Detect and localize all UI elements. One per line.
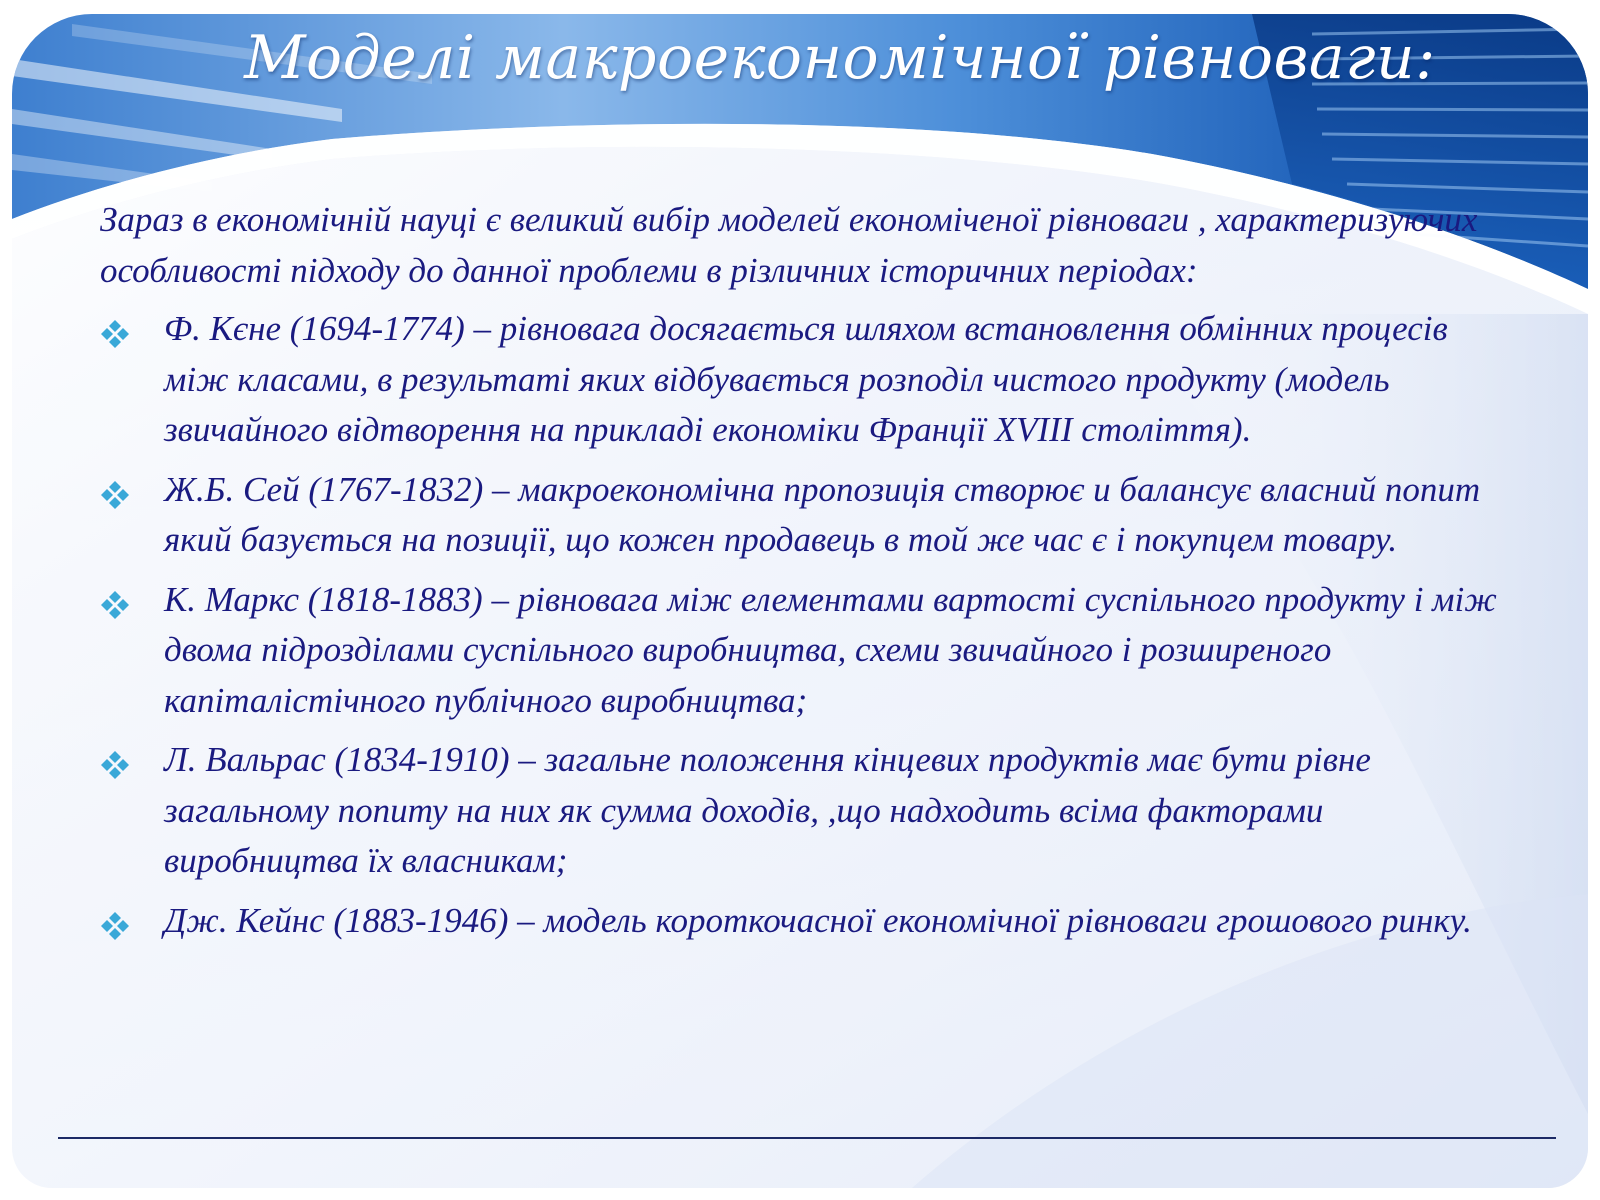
bullet-list (100, 304, 1500, 946)
slide-title: Моделі макроекономічної рівноваги: (244, 23, 1436, 93)
bullet-text-marx: К. Маркс (1818-1883) – рівновага між елементами вартості суспільного продукту і між двома підрозділами суспільного виробництва, схеми звичайного і розширеного капіталістічного публічного виробництва; (164, 579, 1497, 720)
list-item (100, 735, 1500, 887)
list-item (100, 304, 1500, 456)
four-diamond-icon (100, 590, 130, 620)
footer-divider (58, 1137, 1556, 1139)
bullet-text-walras: Л. Вальрас (1834-1910) – загальне положення кінцевих продуктів має бути рівне загальному попиту на них як сумма доходів, ,що надходить всіма факторами виробництва їх власникам; (164, 740, 1371, 880)
list-item (100, 575, 1500, 727)
bullet-text-keynes: Дж. Кейнс (1883-1946) – модель короткочасної економічної рівноваги грошового ринку. (164, 900, 1472, 940)
four-diamond-icon (100, 911, 130, 941)
intro-paragraph: Зараз в економічній науці є великий вибір моделей економіченої рівноваги , характеризуючих особливості підходу до данної проблеми в різличних історичних періодах: (100, 200, 1478, 290)
four-diamond-icon (100, 319, 130, 349)
four-diamond-icon (100, 480, 130, 510)
slide-body (100, 195, 1500, 955)
bullet-text-say: Ж.Б. Сей (1767-1832) – макроекономічна пропозиція створює и балансує власний попит який базується на позиції, що кожен продавець в той же час є і покупцем товару. (164, 469, 1481, 559)
four-diamond-icon (100, 750, 130, 780)
list-item (100, 896, 1500, 947)
bullet-text-quesnay: Ф. Кєне (1694-1774) – рівновага досягається шляхом встановлення обмінних процесів між класами, в результаті яких відбувається розподіл чистого продукту (модель звичайного відтворення на прикладі економіки Франції XVIII століття). (164, 309, 1448, 449)
list-item (100, 465, 1500, 566)
